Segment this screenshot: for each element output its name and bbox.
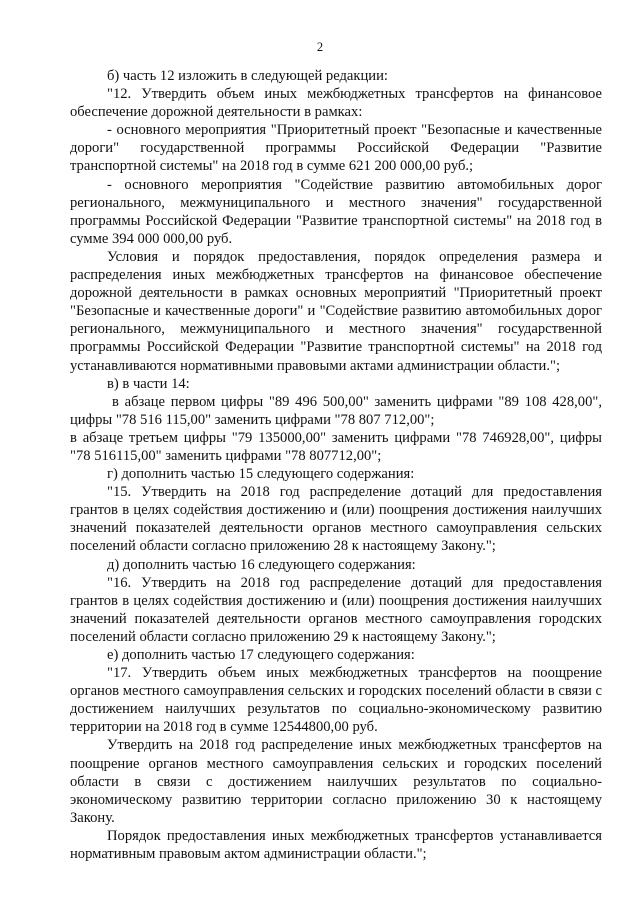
paragraph-12-conditions: Условия и порядок предоставления, порядок определения размера и распределения иных межбюджетных трансфертов на финансовое обеспечение дорожной деятельности в рамках основных мероприятий "Приоритетный проект "Безопасные и качественные дороги" и "Содействие развитию автомобильных дорог регионального, межмуниципального и местного значения" государственной программы Российской Федерации "Развитие транспортной системы" на 2018 год устанавливаются нормативными правовыми актами администрации области.";	[70, 248, 602, 374]
paragraph-g-heading: г) дополнить частью 15 следующего содержания:	[107, 466, 415, 483]
paragraph-v-third: в абзаце третьем цифры "79 135000,00" заменить цифрами "78 746928,00", цифры "78 516115,00" заменить цифрами "78 807712,00";	[70, 429, 602, 464]
paragraph-12-item-1: - основного мероприятия "Приоритетный проект "Безопасные и качественные дороги" государственной программы Российской Федерации "Развитие транспортной системы" на 2018 год в сумме 621 200 000,00 руб.;	[70, 122, 602, 175]
paragraph-16: "16. Утвердить на 2018 год распределение дотаций для предоставления грантов в целях содействия достижению и (или) поощрения достижения наилучших значений показателей деятельности органов местного самоуправления городских поселений области согласно приложению 29 к настоящему Закону.";	[70, 574, 602, 645]
paragraph-v-heading: в) в части 14:	[107, 375, 190, 392]
paragraph-17-procedure: Порядок предоставления иных межбюджетных трансфертов устанавливается нормативным правовым актом администрации области.";	[70, 827, 602, 863]
paragraph-v-first: в абзаце первом цифры "89 496 500,00" заменить цифрами "89 108 428,00", цифры "78 516 115,00" заменить цифрами "78 807 712,00";	[70, 393, 602, 428]
paragraph-12-intro: "12. Утвердить объем иных межбюджетных трансфертов на финансовое обеспечение дорожной деятельности в рамках:	[70, 86, 602, 121]
paragraph-b-heading: б) часть 12 изложить в следующей редакции:	[107, 68, 388, 84]
paragraph-17: "17. Утвердить объем иных межбюджетных трансфертов на поощрение органов местного самоуправления сельских и городских поселений области в связи с достижением наилучших результатов по социально-экономическому развитию территории на 2018 год в сумме 12544800,00 руб.	[70, 665, 602, 736]
paragraph-17-approve: Утвердить на 2018 год распределение иных межбюджетных трансфертов на поощрение органов местного самоуправления сельских и городских поселений области в связи с достижением наилучших результатов по социально-экономическому развитию территории согласно приложению 30 к настоящему Закону.	[70, 737, 602, 826]
page-number: 2	[316, 40, 324, 54]
paragraph-15: "15. Утвердить на 2018 год распределение дотаций для предоставления грантов в целях содействия достижению и (или) поощрения достижения наилучших значений показателей деятельности органов местного самоуправления сельских поселений области согласно приложению 28 к настоящему Закону.";	[70, 484, 602, 555]
paragraph-12-item-2: - основного мероприятия "Содействие развитию автомобильных дорог регионального, межмуниципального и местного значения" государственной программы Российской Федерации "Развитие транспортной системы" на 2018 год в сумме 394 000 000,00 руб.	[70, 176, 602, 247]
paragraph-d-heading: д) дополнить частью 16 следующего содержания:	[107, 556, 416, 573]
document-body	[70, 67, 602, 863]
paragraph-e-heading: е) дополнить частью 17 следующего содержания:	[107, 647, 415, 663]
